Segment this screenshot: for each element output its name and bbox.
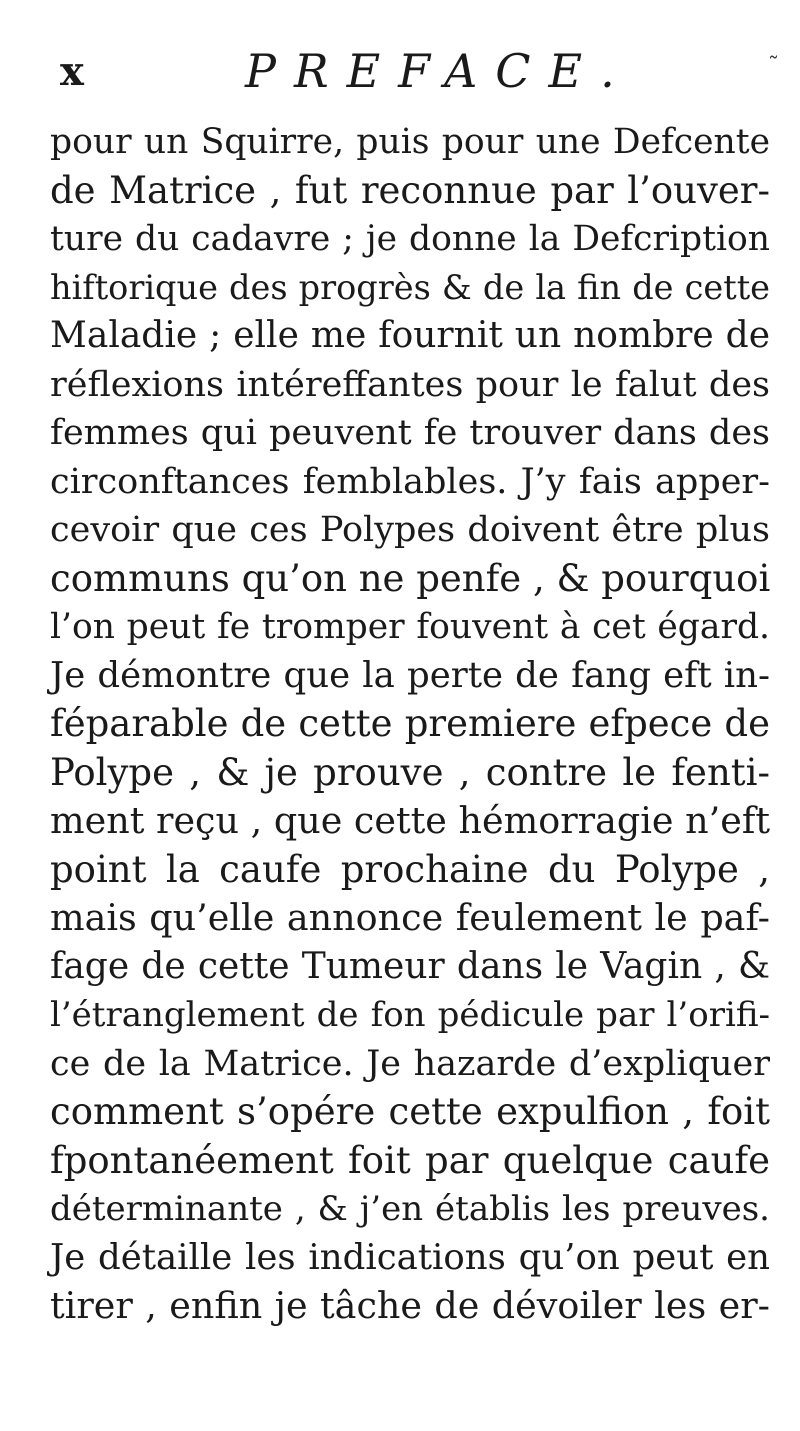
text-line-12: Je démontre que la perte de fang eft in-	[50, 654, 770, 696]
text-line-25: tirer , enfin je tâche de dévoiler les er-	[50, 1284, 770, 1327]
text-line-13: féparable de cette premiere efpece de	[50, 702, 770, 745]
text-line-18: fage de cette Tumeur dans le Vagin , &	[50, 945, 770, 987]
text-line-17: mais qu’elle annonce feulement le paf-	[50, 896, 770, 939]
text-line-20: ce de la Matrice. Je hazarde d’expliquer	[50, 1043, 770, 1084]
text-line-24: Je détaille les indications qu’on peut en	[50, 1236, 770, 1278]
text-line-4: hiftorique des progrès & de la fin de cette	[50, 267, 770, 307]
corner-mark: ˜	[768, 54, 779, 79]
text-line-3: ture du cadavre ; je donne la Defcription	[50, 219, 770, 259]
body-text	[50, 118, 770, 1331]
text-line-7: femmes qui peuvent fe trouver dans des	[50, 413, 770, 453]
text-line-19: l’étranglement de fon pédicule par l’orifi-	[50, 995, 770, 1035]
text-line-8: circonftances femblables. J’y fais apper-	[50, 461, 770, 502]
text-line-6: réflexions intéreffantes pour le falut des	[50, 364, 770, 405]
text-line-23: déterminante , & j’en établis les preuves.	[50, 1189, 770, 1229]
text-line-11: l’on peut fe tromper fouvent à cet égard.	[50, 607, 770, 647]
text-line-1: pour un Squirre, puis pour une Defcente	[50, 122, 770, 162]
text-line-5: Maladie ; elle me fournit un nombre de	[50, 315, 770, 356]
text-line-9: cevoir que ces Polypes doivent être plus	[50, 510, 770, 550]
running-title: PREFACE.	[245, 44, 633, 98]
text-line-21: comment s’opére cette expulfion , foit	[50, 1090, 770, 1133]
text-line-15: ment reçu , que cette hémorragie n’eft	[50, 799, 770, 842]
page-number: x	[60, 48, 84, 95]
text-line-16: point la caufe prochaine du Polype ,	[50, 847, 770, 891]
page-header	[0, 44, 800, 108]
text-line-22: fpontanéement foit par quelque caufe	[50, 1138, 770, 1182]
text-line-14: Polype , & je prouve , contre le fenti-	[50, 750, 770, 794]
text-line-2: de Matrice , fut reconnue par l’ouver-	[50, 168, 770, 212]
text-line-10: communs qu’on ne penfe , & pourquoi	[50, 556, 771, 600]
